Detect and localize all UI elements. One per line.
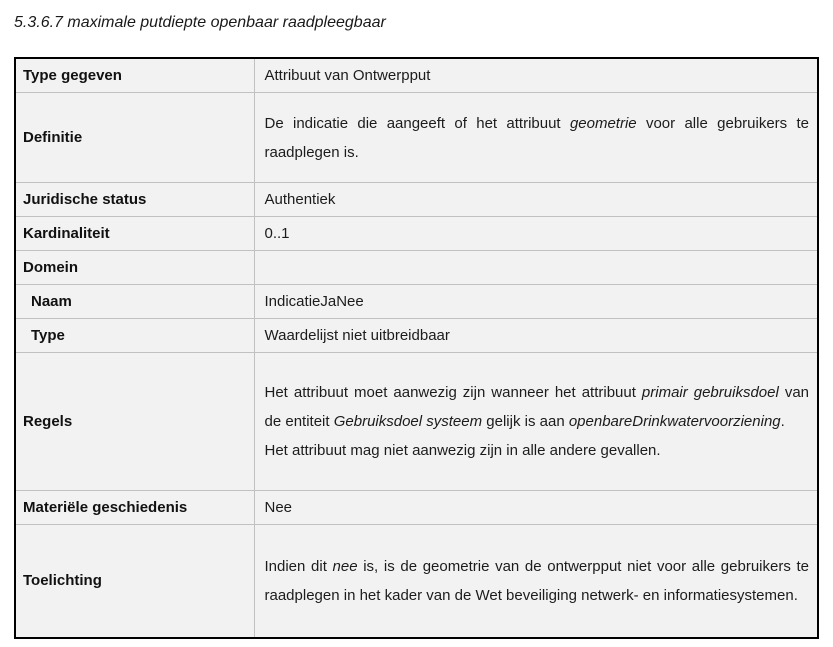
text-segment: Indien dit: [264, 557, 333, 575]
row-regels: [15, 353, 818, 491]
row-juridische-status: [15, 183, 818, 217]
row-value: Authentiek: [254, 183, 818, 217]
text-segment-italic: openbareDrinkwatervoorziening: [568, 413, 781, 430]
text-segment-italic: nee: [332, 557, 358, 575]
text-segment: De indicatie die aangeeft of het attribuut: [264, 114, 570, 132]
text-segment: van de entiteit: [264, 384, 810, 430]
text-segment-italic: Gebruiksdoel systeem: [333, 413, 483, 430]
text-segment: .: [780, 413, 785, 430]
row-label: Toelichting: [15, 525, 254, 638]
row-domein: [15, 251, 818, 285]
row-label: Kardinaliteit: [15, 217, 254, 251]
row-label: Regels: [15, 353, 254, 491]
paragraph: [265, 378, 810, 436]
row-materiele-geschiedenis: [15, 491, 818, 525]
text-segment: is, is de geometrie van de ontwerpput niet voor alle gebruikers te raadplegen in het kader van de Wet beveiliging netwerk- en informatiesystemen.: [264, 557, 810, 604]
row-value: Nee: [254, 491, 818, 525]
row-toelichting: [15, 525, 818, 638]
row-value: [254, 251, 818, 285]
row-label: Definitie: [15, 93, 254, 183]
row-label: Type: [15, 319, 254, 353]
row-definitie: [15, 93, 818, 183]
row-value: [254, 525, 818, 638]
row-naam: [15, 285, 818, 319]
row-type: [15, 319, 818, 353]
row-label: Materiële geschiedenis: [15, 491, 254, 525]
row-label: Type gegeven: [15, 58, 254, 93]
row-value: Waardelijst niet uitbreidbaar: [254, 319, 818, 353]
row-kardinaliteit: [15, 217, 818, 251]
row-value: [254, 93, 818, 183]
paragraph: [265, 109, 810, 167]
row-label: Juridische status: [15, 183, 254, 217]
text-segment: Het attribuut moet aanwezig zijn wanneer het attribuut: [264, 384, 642, 401]
row-type-gegeven: [15, 58, 818, 93]
section-heading: 5.3.6.7 maximale putdiepte openbaar raadpleegbaar: [14, 14, 386, 31]
row-value: [254, 353, 818, 491]
row-value: IndicatieJaNee: [254, 285, 818, 319]
paragraph: [265, 552, 810, 610]
row-label: Naam: [15, 285, 254, 319]
text-segment: gelijk is aan: [482, 413, 569, 430]
row-value: 0..1: [254, 217, 818, 251]
row-value: Attribuut van Ontwerpput: [254, 58, 818, 93]
text-segment-italic: geometrie: [569, 114, 637, 132]
row-label: Domein: [15, 251, 254, 285]
text-segment: voor alle gebruikers te raadplegen is.: [264, 114, 809, 161]
text-segment-italic: primair gebruiksdoel: [641, 384, 779, 401]
paragraph: Het attribuut mag niet aanwezig zijn in alle andere gevallen.: [264, 442, 661, 459]
attribute-spec-table: [14, 57, 819, 639]
